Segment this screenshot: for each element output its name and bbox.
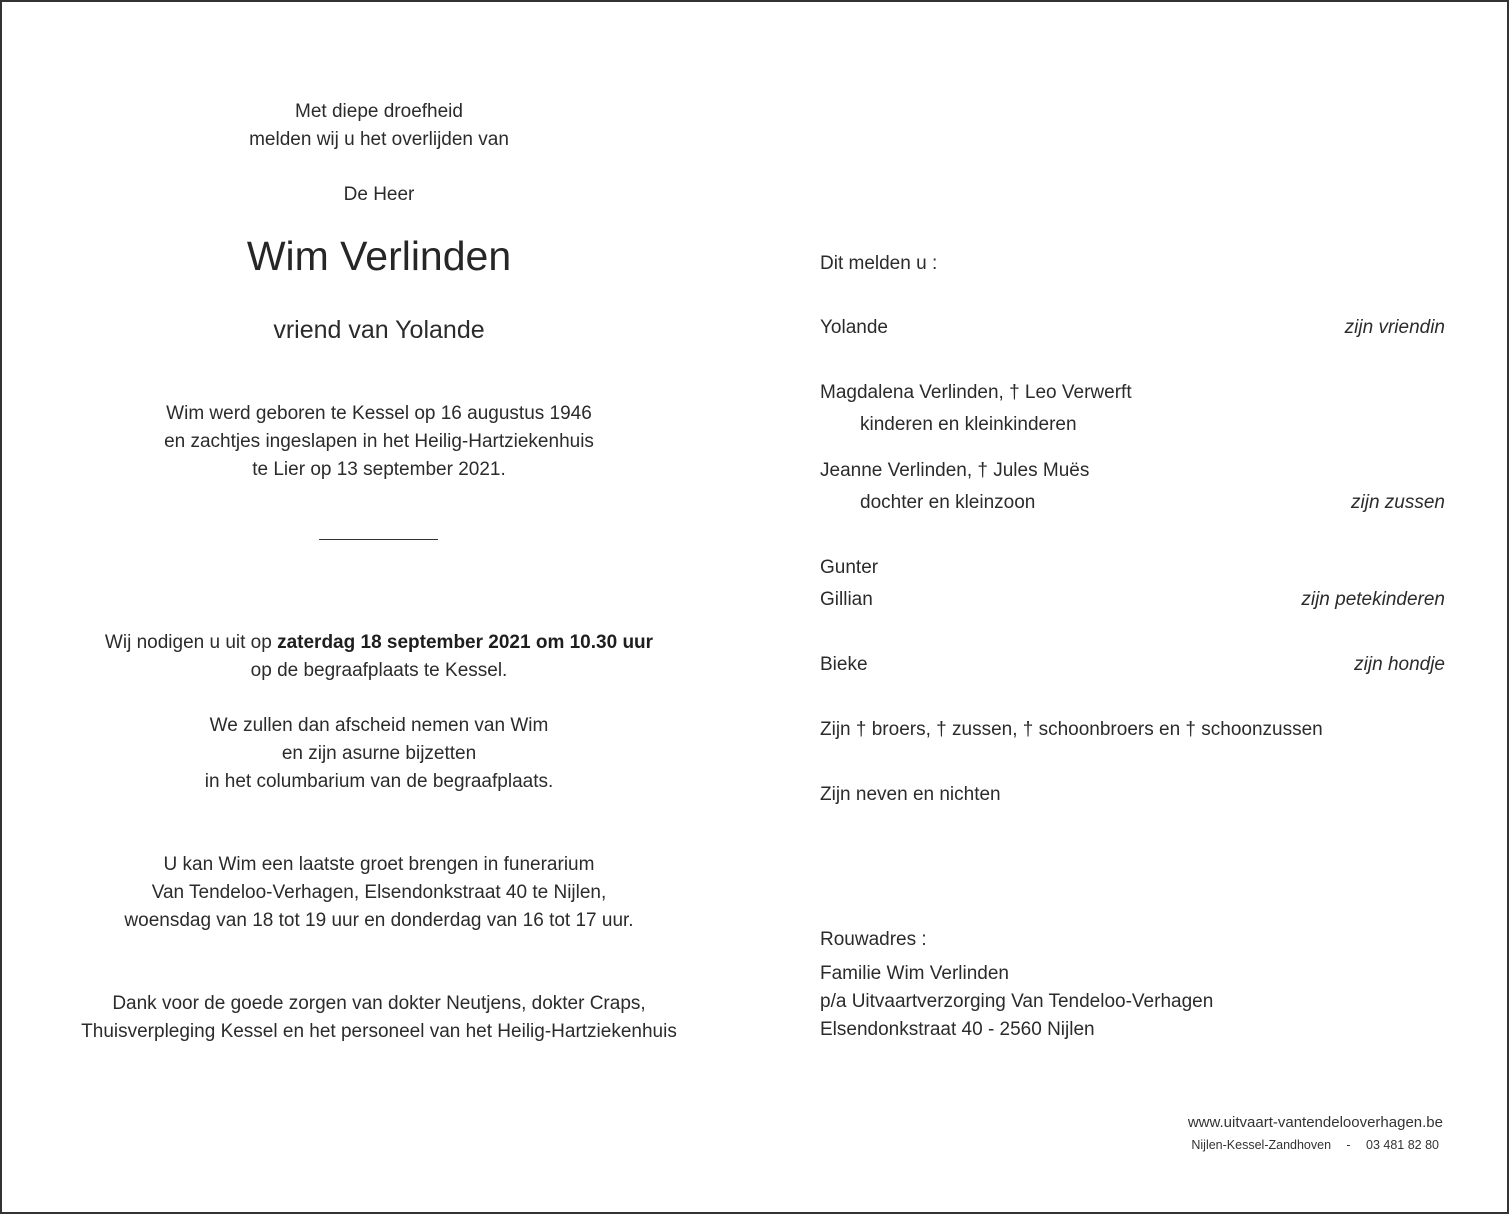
invite-prefix: Wij nodigen u uit op [104, 632, 278, 653]
address-line-3: Elsendonkstraat 40 - 2560 Nijlen [820, 1019, 1095, 1040]
divider-line [319, 539, 438, 540]
family-row-siblings [820, 716, 1445, 744]
family-row-cousins [820, 781, 1445, 809]
family-row-gillian [820, 586, 1445, 614]
family-row-magdalena [820, 379, 1445, 407]
invite-date: zaterdag 18 september 2021 om 10.30 uur [277, 632, 654, 653]
family-role: zijn petekinderen [1301, 589, 1445, 610]
family-row-gunter [820, 554, 1445, 582]
visitation-line-3: woensdag van 18 tot 19 uur en donderdag van 16 tot 17 uur. [124, 910, 634, 931]
farewell-line-3: in het columbarium van de begraafplaats. [204, 771, 554, 792]
family-row-jeanne [820, 457, 1445, 485]
family-row-yolande [820, 314, 1445, 342]
visitation-line-1: U kan Wim een laatste groet brengen in funerarium [163, 854, 595, 875]
funeral-home-contact [1191, 1136, 1439, 1154]
family-name: Zijn † broers, † zussen, † schoonbroers en † schoonzussen [820, 719, 1323, 740]
family-name: Yolande [820, 317, 888, 338]
invite-line-1 [2, 629, 756, 657]
birth-line-2: en zachtjes ingeslapen in het Heilig-Hartziekenhuis [164, 431, 594, 452]
birth-line-3: te Lier op 13 september 2021. [252, 459, 506, 480]
family-row-bieke [820, 651, 1445, 679]
family-name: Gunter [820, 557, 879, 578]
address-heading: Rouwadres : [820, 929, 927, 950]
family-subline: kinderen en kleinkinderen [860, 414, 1077, 435]
family-role: zijn hondje [1354, 654, 1445, 675]
funeral-home-locations: Nijlen-Kessel-Zandhoven [1191, 1138, 1332, 1152]
family-name: Gillian [820, 589, 873, 610]
deceased-name: Wim Verlinden [246, 233, 512, 279]
farewell-line-1: We zullen dan afscheid nemen van Wim [209, 715, 549, 736]
thanks-line-2: Thuisverpleging Kessel en het personeel van het Heilig-Hartziekenhuis [81, 1021, 677, 1042]
family-name: Jeanne Verlinden, † Jules Muës [820, 460, 1090, 481]
family-name: Zijn neven en nichten [820, 784, 1001, 805]
family-row-jeanne-sub [820, 489, 1445, 517]
funeral-home-website: www.uitvaart-vantendelooverhagen.be [1187, 1114, 1443, 1131]
address-line-2: p/a Uitvaartverzorging Van Tendeloo-Verhagen [820, 991, 1214, 1012]
address-line-1: Familie Wim Verlinden [820, 963, 1009, 984]
invite-line-2: op de begraafplaats te Kessel. [250, 660, 508, 681]
birth-line-1: Wim werd geboren te Kessel op 16 augustus 1946 [166, 403, 592, 424]
family-row-magdalena-sub [820, 411, 1485, 439]
family-role: zijn vriendin [1344, 317, 1445, 338]
family-name: Bieke [820, 654, 868, 675]
contact-separator: - [1346, 1138, 1351, 1152]
intro-line-2: melden wij u het overlijden van [249, 129, 509, 150]
family-subline: dochter en kleinzoon [860, 492, 1036, 513]
family-heading: Dit melden u : [820, 253, 938, 274]
family-name: Magdalena Verlinden, † Leo Verwerft [820, 382, 1132, 403]
visitation-line-2: Van Tendeloo-Verhagen, Elsendonkstraat 40 te Nijlen, [151, 882, 607, 903]
farewell-line-2: en zijn asurne bijzetten [281, 743, 477, 764]
thanks-line-1: Dank voor de goede zorgen van dokter Neutjens, dokter Craps, [112, 993, 646, 1014]
intro-line-1: Met diepe droefheid [295, 101, 463, 122]
relation-line: vriend van Yolande [273, 316, 485, 344]
honorific: De Heer [343, 184, 415, 205]
family-role: zijn zussen [1351, 492, 1445, 513]
funeral-home-phone: 03 481 82 80 [1366, 1138, 1439, 1152]
